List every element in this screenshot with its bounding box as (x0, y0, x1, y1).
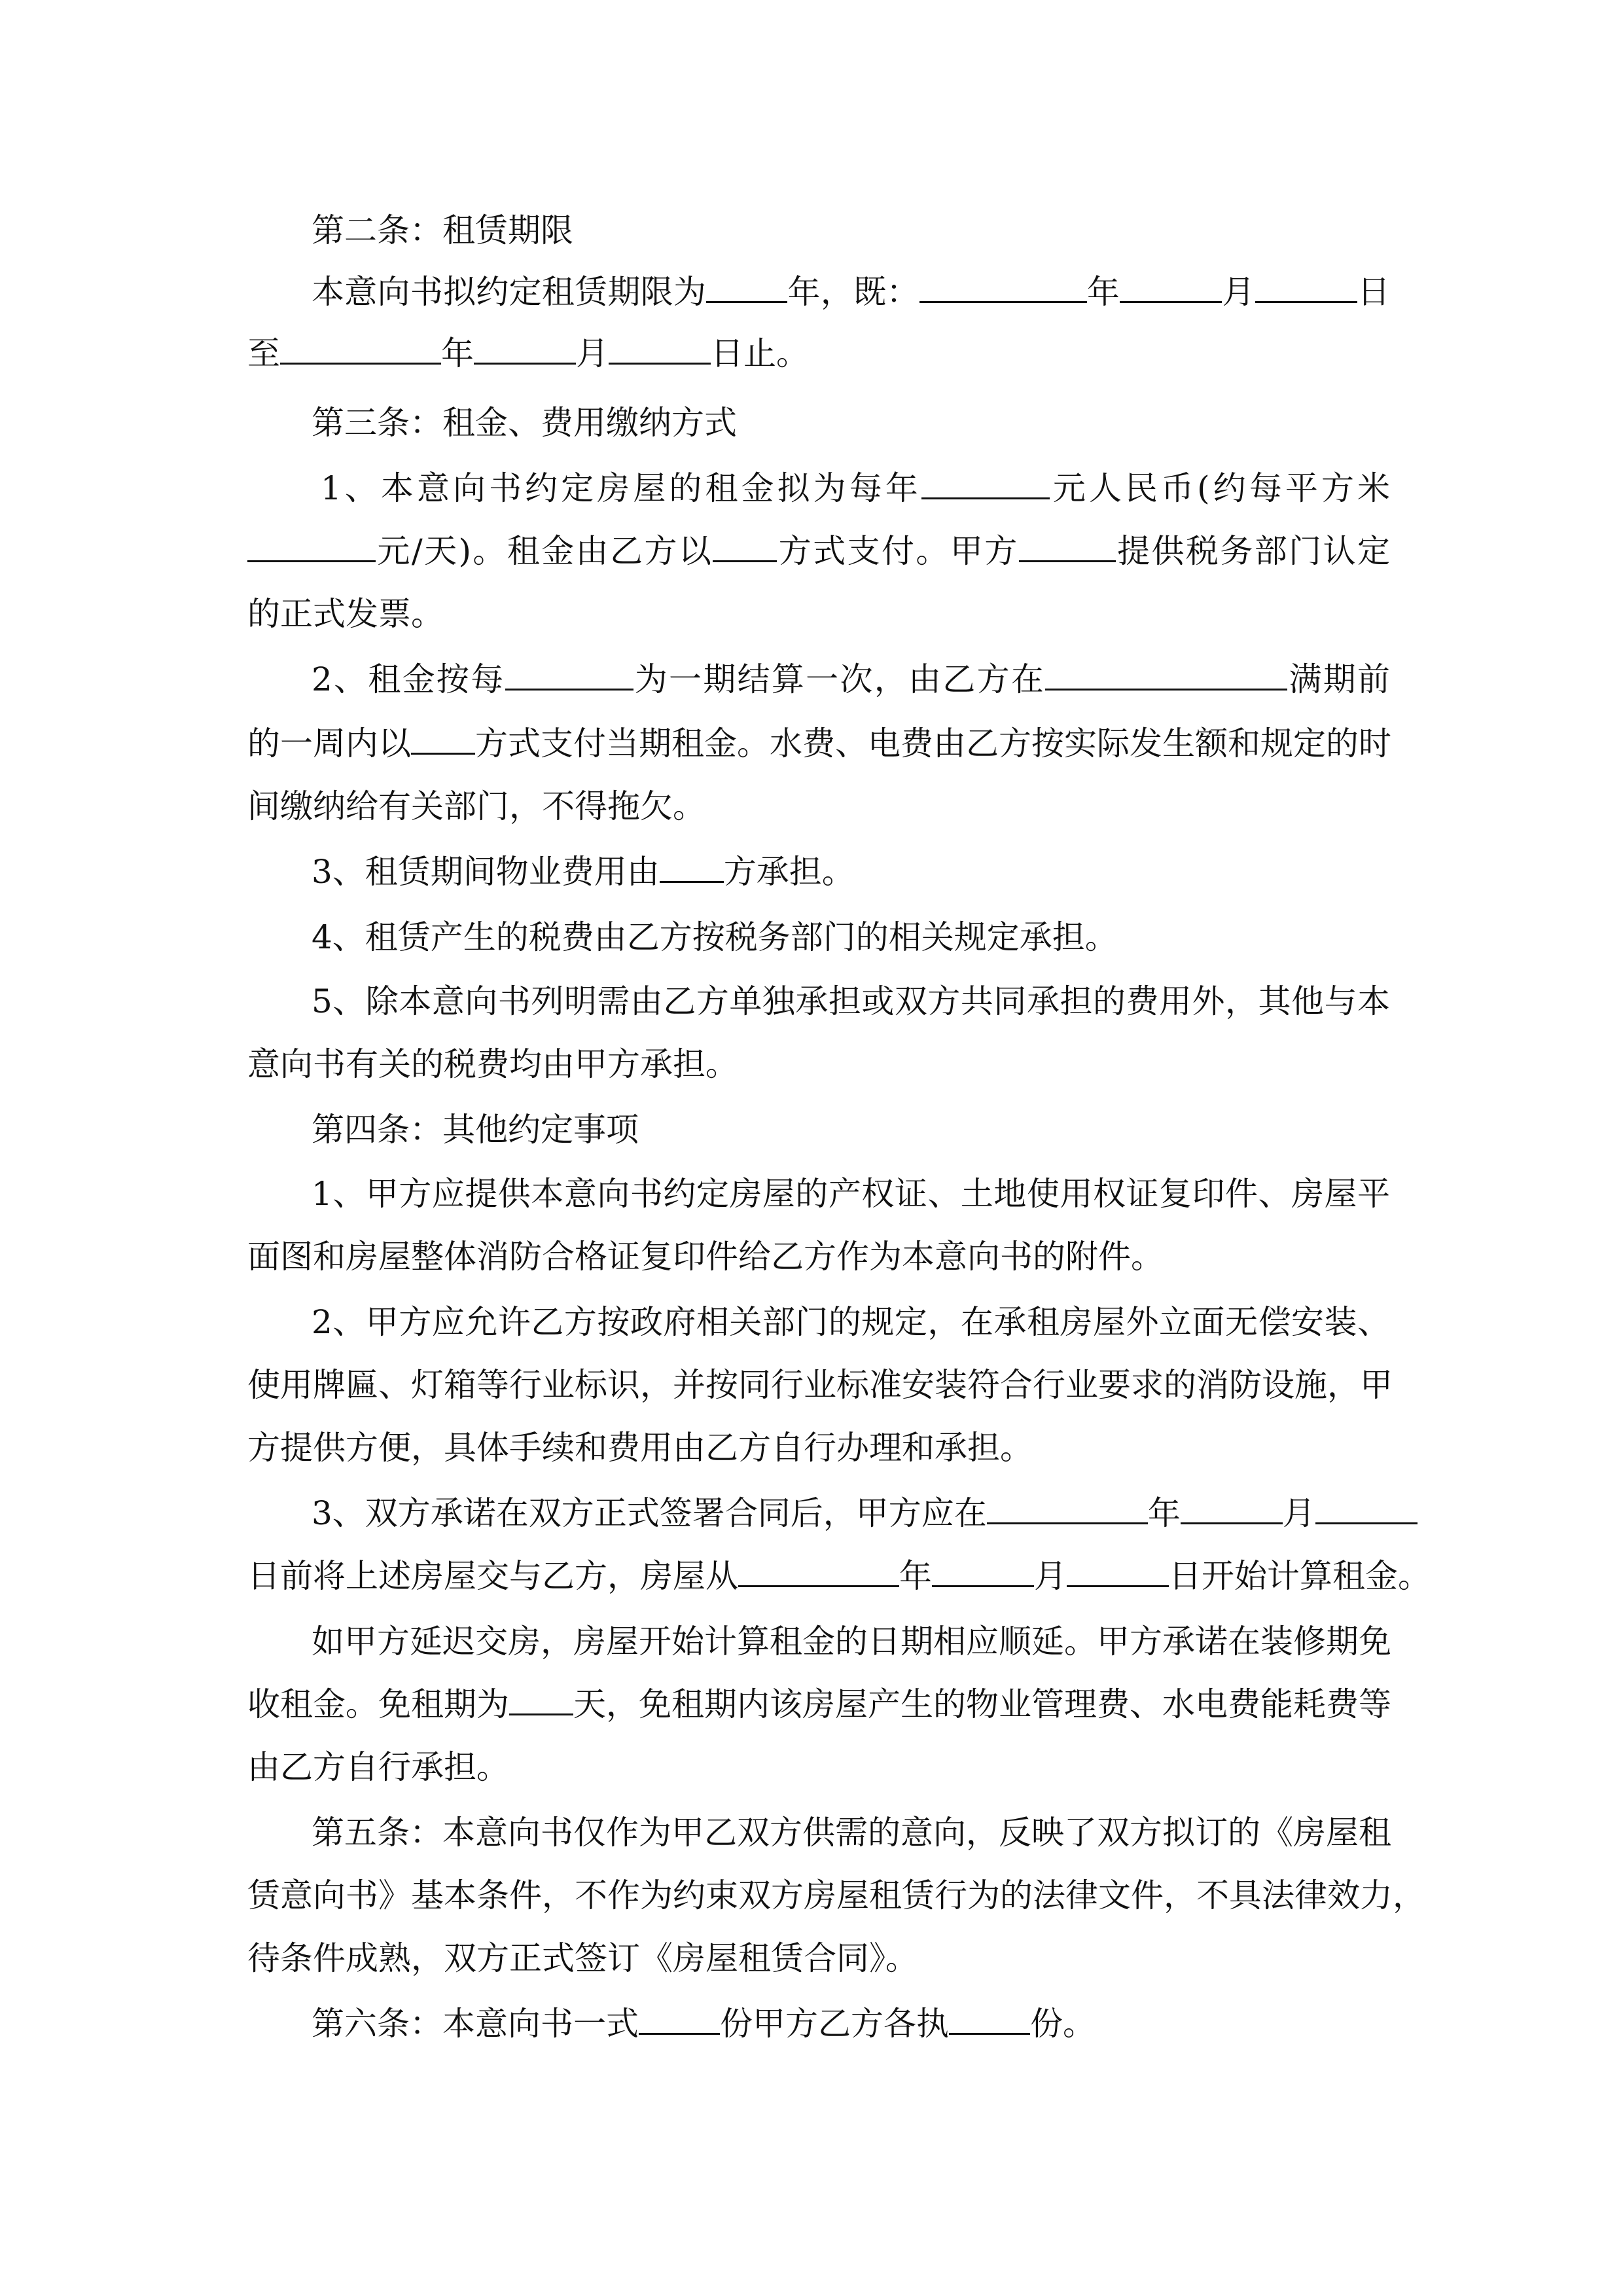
blank-annual-rent[interactable] (921, 492, 1050, 499)
blank-daily-rate[interactable] (247, 555, 376, 562)
article3-item1-line3: 的正式发票。 (247, 595, 444, 633)
article4-delay-line2: 收租金。免租期为 天，免租期内该房屋产生的物业管理费、水电费能耗费等 (247, 1685, 1391, 1723)
article2-heading: 第二条：租赁期限 (312, 211, 573, 249)
blank-rent-start-month[interactable] (932, 1580, 1034, 1587)
blank-rent-payment-method[interactable] (411, 747, 475, 755)
blank-start-year[interactable] (919, 296, 1087, 303)
blank-end-year[interactable] (280, 357, 441, 365)
article3-item5-line1: 5、除本意向书列明需由乙方单独承担或双方共同承担的费用外，其他与本 (312, 982, 1390, 1020)
article4-delay-line1: 如甲方延迟交房，房屋开始计算租金的日期相应顺延。甲方承诺在装修期免 (312, 1623, 1391, 1660)
blank-start-day[interactable] (1255, 296, 1357, 303)
article3-item1-line1: 1、本意向书约定房屋的租金拟为每年 元人民币(约每平方米 (321, 469, 1391, 507)
article3-heading: 第三条：租金、费用缴纳方式 (312, 404, 737, 442)
blank-rent-start-year[interactable] (738, 1580, 899, 1587)
blank-copies-total[interactable] (639, 2028, 720, 2035)
article4-heading: 第四条：其他约定事项 (312, 1111, 639, 1149)
article4-item1-line1: 1、甲方应提供本意向书约定房屋的产权证、土地使用权证复印件、房屋平 (312, 1175, 1390, 1213)
blank-years[interactable] (706, 296, 787, 303)
blank-rent-start-day[interactable] (1067, 1580, 1169, 1587)
article4-delay-line3: 由乙方自行承担。 (247, 1748, 509, 1786)
article4-item3-line2: 日前将上述房屋交与乙方，房屋从 年 月 日开始计算租金。 (247, 1557, 1431, 1595)
article3-item5-line2: 意向书有关的税费均由甲方承担。 (247, 1045, 738, 1083)
article3-item2-line2: 的一周内以 方式支付当期租金。水费、电费由乙方按实际发生额和规定的时 (247, 725, 1391, 762)
article3-item4: 4、租赁产生的税费由乙方按税务部门的相关规定承担。 (312, 918, 1118, 956)
article2-line2: 至 年 月 日止。 (247, 334, 809, 372)
article5-line3: 待条件成熟，双方正式签订《房屋租赁合同》。 (247, 1939, 918, 1977)
blank-payment-method[interactable] (713, 555, 777, 562)
article5-line2: 赁意向书》基本条件，不作为约束双方房屋租赁行为的法律文件，不具法律效力， (247, 1876, 1425, 1914)
article3-item2-line1: 2、租金按每 为一期结算一次，由乙方在 满期前 (312, 660, 1390, 698)
blank-invoice-provider[interactable] (1019, 555, 1116, 562)
article4-item3-line1: 3、双方承诺在双方正式签署合同后，甲方应在 年 月 (312, 1490, 1390, 1537)
article4-item2-line2: 使用牌匾、灯箱等行业标识，并按同行业标准安装符合行业要求的消防设施，甲 (247, 1366, 1393, 1404)
article3-item1-line2: 元/天)。租金由乙方以 方式支付。甲方 提供税务部门认定 (247, 528, 1390, 575)
blank-property-fee-party[interactable] (660, 876, 724, 883)
blank-start-month[interactable] (1120, 296, 1222, 303)
article2-line1: 本意向书拟约定租赁期限为 年，既： 年 月 日 (312, 273, 1391, 311)
article3-item2-line3: 间缴纳给有关部门，不得拖欠。 (247, 787, 705, 825)
article4-item2-line1: 2、甲方应允许乙方按政府相关部门的规定，在承租房屋外立面无偿安装、 (312, 1303, 1390, 1341)
blank-rent-free-days[interactable] (509, 1708, 573, 1715)
blank-settlement-period[interactable] (505, 683, 633, 691)
blank-handover-day[interactable] (1315, 1517, 1418, 1524)
blank-copies-each[interactable] (949, 2028, 1030, 2035)
blank-handover-year[interactable] (987, 1517, 1148, 1524)
article4-item1-line2: 面图和房屋整体消防合格证复印件给乙方作为本意向书的附件。 (247, 1238, 1164, 1276)
article5-line1: 第五条：本意向书仅作为甲乙双方供需的意向，反映了双方拟订的《房屋租 (312, 1814, 1391, 1852)
blank-end-day[interactable] (609, 357, 711, 365)
blank-due-period[interactable] (1045, 683, 1287, 691)
blank-handover-month[interactable] (1181, 1517, 1283, 1524)
article4-item2-line3: 方提供方便，具体手续和费用由乙方自行办理和承担。 (247, 1429, 1033, 1467)
blank-end-month[interactable] (474, 357, 576, 365)
article6: 第六条：本意向书一式 份甲方乙方各执 份。 (312, 2005, 1096, 2043)
article3-item3: 3、租赁期间物业费用由 方承担。 (312, 853, 855, 891)
